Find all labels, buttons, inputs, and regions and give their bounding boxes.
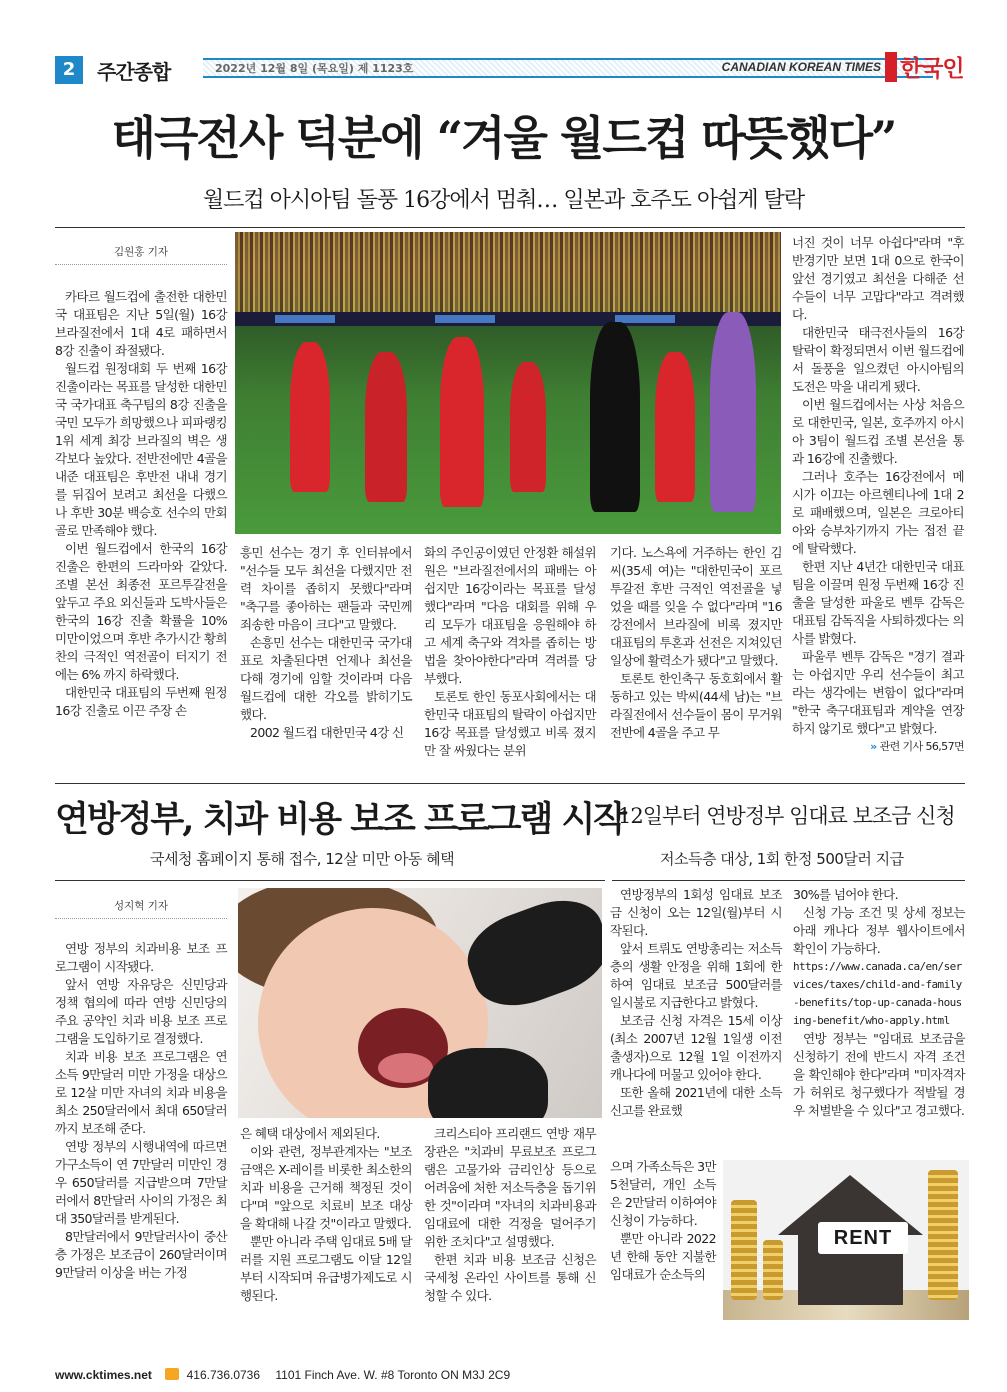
page-footer [55,1368,510,1382]
paragraph: 은 혜택 대상에서 제외된다. [240,1126,380,1141]
logo-text: 한국인 [900,56,964,82]
related-articles-label: 관련 기사 56,57면 [879,740,964,753]
article3-col2 [793,886,965,1120]
paper-name-en: CANADIAN KOREAN TIMES [721,60,881,74]
child-dentist-photo [238,888,602,1118]
paragraph: 으며 가족소득은 3만 5천달러, 개인 소득은 2만달러 이하여야 신청이 가능하다. [610,1159,716,1228]
paragraph: 30%를 넘어야 한다. [793,887,898,902]
article3-col1b [610,1158,716,1284]
article2-col3 [424,1125,596,1305]
article1-col5 [792,234,964,756]
paragraph: 2002 월드컵 대한민국 4강 신 [250,725,404,740]
byline-divider [55,264,227,265]
paragraph: 연방 정부는 "임대료 보조금을 신청하기 전에 반드시 자격 조건을 확인해야 한다"라며 "미자격자가 허위로 청구했다가 적발될 경우 처벌받을 수 있다"고 경고했다. [793,1031,965,1118]
rent-coins-photo [723,1160,969,1320]
paragraph: 연방 정부의 시행내역에 따르면 가구소득이 연 7만달러 미만인 경우 650달러를 지급받으며 7만달러에서 8만달러 사이의 가정은 최대 350달러를 받게된다. [55,1139,227,1226]
paragraph: 파울루 벤투 감독은 "경기 결과는 아쉽지만 우리 선수들이 최고라는 생각에는 변함이 없다"라며 "한국 축구대표팀과 계약을 연장하지 않기로 했다"고 밝혔다. [792,649,964,736]
article1-byline: 김원홍 기자 [113,246,169,258]
paragraph: 뿐만 아니라 2022년 한해 동안 지불한 임대료가 순소득의 [610,1231,716,1282]
article1-col4 [610,544,782,742]
paragraph: 이번 월드컵에서 한국의 16강 진출은 한편의 드라마와 같았다. 조별 본선 최종전 포르투갈전을 앞두고 주요 외신들과 도박사들은 한국의 16강 진출 확률을 10% 미만이었으며 후반 추가시간 황희찬의 극적인 역전골이 터지기 전에는 6% 까지 하락했다. [55,541,227,682]
article1-col1 [55,288,227,720]
article3-col1a [610,886,782,1120]
section-title: 주간종합 [97,60,171,84]
paragraph: 너진 것이 너무 아쉽다"라며 "후반경기만 보면 1대 0으로 한국이 앞선 경기였고 최선을 다해준 선수들이 너무 고맙다"라고 격려했다. [792,235,964,322]
paragraph: 또한 올해 2021년에 대한 소득신고를 완료했 [610,1085,782,1118]
article2-byline: 성지혁 기자 [113,900,169,912]
paragraph: 이와 관련, 정부관계자는 "보조 금액은 X-레이를 비롯한 최소한의 치과 비용을 근거해 책정된 것이다"며 "앞으로 치료비 보조 대상을 확대해 나갈 것"이라고 말했다. [240,1144,412,1231]
paragraph: 손흥민 선수는 대한민국 국가대표로 차출된다면 언제나 최선을 다해 경기에 임할 것이라며 다음 월드컵에 대한 각오를 밝히기도 했다. [240,635,412,722]
article2-col1 [55,940,227,1282]
paragraph: 앞서 트뤼도 연방총리는 저소득층의 생활 안정을 위해 1회에 한하여 임대료 보조금 500달러를 일시불로 지급한다고 밝혔다. [610,941,782,1010]
phone-number: 416.736.0736 [186,1368,261,1382]
article3-headline: 12일부터 연방정부 임대료 보조금 신청 [618,804,955,828]
paragraph: 보조금 신청 자격은 15세 이상(최소 2007년 12월 1일생 이전출생자)으로 12월 1일 이전까지 캐나다에 머물고 있어야 한다. [610,1013,782,1082]
paragraph: 8만달러에서 9만달러사이 중산층 가정은 보조금이 260달러이며 9만달러 이상을 버는 가정 [55,1229,227,1280]
paragraph: 뿐만 아니라 주택 임대료 5배 달러를 지원 프로그램도 이달 12일부터 시작되며 유급병가제도로 시행된다. [240,1234,412,1303]
article2-col2 [240,1125,412,1305]
address: 1101 Finch Ave. W. #8 Toronto ON M3J 2C9 [275,1368,511,1382]
paragraph: 대한민국 태극전사들의 16강 탈락이 확정되면서 이번 월드컵에서 돌풍을 일으켰던 아시아팀의 도전은 막을 내리게 됐다. [792,325,964,394]
paragraph: 흥민 선수는 경기 후 인터뷰에서 "선수들 모두 최선을 다했지만 전력 차이를 좁히지 못했다"라며 "축구를 좋아하는 팬들과 국민께 죄송한 마음이 크다"고 말했다. [240,545,412,632]
paragraph: 토론토 한인 동포사회에서는 대한민국 대표팀의 탈락이 아쉽지만 16강 목표를 달성했고 비록 졌지만 잘 싸웠다는 분위 [424,689,596,758]
article1-headline: 태극전사 덕분에 “겨울 월드컵 따뜻했다” [111,111,896,165]
paragraph: 연방 정부의 치과비용 보조 프로그램이 시작됐다. [55,941,227,974]
article1-subheadline: 월드컵 아시아팀 돌풍 16강에서 멈춰… 일본과 호주도 아쉽게 탈락 [202,188,805,213]
paragraph: 이번 월드컵에서는 사상 처음으로 대한민국, 일본, 호주까지 아시아 3팀이 월드컵 조별 본선을 통과 16강에 진출했다. [792,397,964,466]
article3-subheadline: 저소득층 대상, 1회 한정 500달러 지급 [660,850,904,868]
page-number: 2 [55,56,83,84]
paragraph: 연방정부의 1회성 임대료 보조금 신청이 오는 12일(월)부터 시작된다. [610,887,782,938]
paragraph: 화의 주인공이였던 안정환 해설위원은 "브라질전에서의 패배는 아쉽지만 16강이라는 목표를 달성했다"라며 "다음 대회를 위해 우리 모두가 대표팀을 응원해야 하고 세계 축구와 격차를 좁히는 방법을 찾아야한다"라며 격려를 당부했다. [424,545,596,686]
article1-col2 [240,544,412,742]
phone-icon [165,1368,179,1380]
paper-logo [885,50,965,86]
korea-team-photo [235,232,781,534]
paragraph: 치과 비용 보조 프로그램은 연 소득 9만달러 미만 가정을 대상으로 12살 미만 자녀의 치과 비용을 최소 250달러에서 최대 650달러까지 보조해 준다. [55,1049,227,1136]
article1-col3 [424,544,596,760]
double-chevron-icon: » [870,740,877,753]
paragraph: 한편 치과 비용 보조금 신청은 국세청 온라인 사이트를 통해 신청할 수 있다. [424,1252,596,1303]
logo-mark-icon [885,52,897,82]
paragraph: 월드컵 원정대회 두 번째 16강 진출이라는 목표를 달성한 대한민국 국가대표 축구팀의 8강 진출을 국민 모두가 희망했으나 피파랭킹 1위 세계 최강 브라질의 벽은 생각보다 높았다. 전반전에만 4골을 내준 대표팀은 후반전 내내 경기를 뒤집어 보려고 최선을 다했으나 후반 30분 백승호 선수의 만회골로 만족해야 했다. [55,361,227,538]
divider [55,227,965,228]
paragraph: 한편 지난 4년간 대한민국 대표팀을 이끌며 원정 두번째 16강 진출을 달성한 파울로 벤투 감독은 대표팀 감독직을 사퇴하겠다는 의사를 밝혔다. [792,559,964,646]
paragraph: 기다. 노스욕에 거주하는 한인 김씨(35세 여)는 "대한민국이 포르투갈전 후반 극적인 역전골을 넣었을 때를 잊을 수 없다"라며 "16강전에서 브라질에 비록 졌지만 대표팀의 투혼과 선전은 지쳐있던 일상에 활력소가 됐다"고 말했다. [610,545,782,668]
website-link[interactable]: www.cktimes.net [55,1368,152,1382]
byline-divider [55,918,227,919]
article2-headline: 연방정부, 치과 비용 보조 프로그램 시작 [55,799,626,840]
divider [55,783,965,784]
paragraph: 그러나 호주는 16강전에서 메시가 이끄는 아르헨티나에 1대 2로 패배했으며, 일본은 크로아티아와 승부차기까지 가는 접전 끝에 탈락했다. [792,469,964,556]
page-header [55,50,965,86]
rent-sign: RENT [818,1222,908,1254]
paragraph: 신청 가능 조건 및 상세 정보는 아래 캐나다 정부 웹사이트에서 확인이 가능하다. [793,905,965,956]
paragraph: 토론토 한인축구 동호회에서 활동하고 있는 박씨(44세 남)는 "브라질전에서 선수들이 몸이 무거워 전반에 4골을 주고 무 [610,671,782,740]
paragraph: 크리스티아 프리랜드 연방 재무장관은 "치과비 무료보조 프로그램은 고물가와 금리인상 등으로 어려움에 처한 저소득층을 돕기위한 것"이라며 "자녀의 치과비용과 임대료에 대한 걱정을 덜어주기 위한 조치다"고 설명했다. [424,1126,596,1249]
article2-subheadline: 국세청 홈페이지 통해 접수, 12살 미만 아동 혜택 [150,850,455,868]
divider [55,880,605,881]
benefit-url: https://www.canada.ca/en/services/taxes/child-and-family-benefits/top-up-canada-housing-benefit/who-apply.html [793,960,962,1027]
issue-date: 2022년 12월 8일 (목요일) 제 1123호 [215,62,414,75]
paragraph: 대한민국 대표팀의 두번째 원정 16강 진출로 이끈 주장 손 [55,685,227,718]
paragraph: 앞서 연방 자유당은 신민당과 정책 협의에 따라 연방 신민당의 주요 공약인 치과 비용 보조 프로그램을 도입하기로 결정했다. [55,977,227,1046]
related-articles [792,738,964,756]
paragraph: 카타르 월드컵에 출전한 대한민국 대표팀은 지난 5일(월) 16강 브라질전에서 1대 4로 패하면서 8강 진출이 좌절됐다. [55,289,227,358]
divider [612,880,965,881]
